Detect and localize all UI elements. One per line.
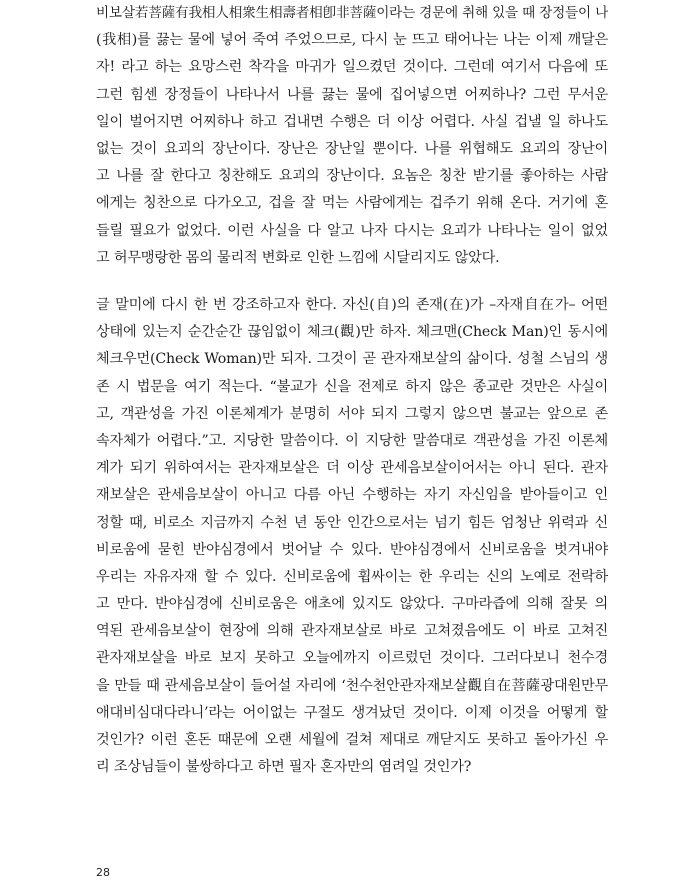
page-number: 28 bbox=[96, 866, 110, 879]
text-line: 비보살若菩薩有我相人相衆生相壽者相卽非菩薩이라는 경문에 취해 있을 때 장정들이 나 bbox=[96, 5, 608, 21]
text-line: 역된 관세음보살이 현장에 의해 관자재보살로 바로 고쳐졌음에도 이 바로 고쳐진 bbox=[96, 623, 608, 640]
text-line: 고, 객관성을 가진 이론체계가 분명히 서야 되지 그렇지 않으면 불교는 앞으로 존 bbox=[96, 405, 608, 422]
text-line: 존 시 법문을 여기 적는다. “불교가 신을 전제로 하지 않은 종교란 것만은 사실이 bbox=[96, 378, 608, 395]
body-paragraph bbox=[96, 0, 608, 272]
text-line: 계가 되기 위하여서는 관자재보살은 더 이상 관세음보살이어서는 아니 된다. 관자 bbox=[96, 460, 608, 477]
text-line: 애대비심대다라니’라는 어이없는 구절도 생겨났던 것이다. 이제 이것을 어떻게 할 bbox=[96, 704, 608, 721]
text-line: 고 만다. 반야심경에 신비로움은 애초에 있지도 않았다. 구마라즙에 의해 잘못 의 bbox=[96, 596, 608, 613]
text-line: 비로움에 묻힌 반야심경에서 벗어날 수 있다. 반야심경에서 신비로움을 벗겨내야 bbox=[96, 541, 608, 558]
text-line: 우리는 자유자재 할 수 있다. 신비로움에 휩싸이는 한 우리는 신의 노예로 전락하 bbox=[96, 568, 608, 585]
text-line: 들릴 필요가 없었다. 이런 사실을 다 알고 나자 다시는 요괴가 나타나는 일이 없었 bbox=[96, 222, 608, 239]
text-line: 에게는 칭찬으로 다가오고, 겁을 잘 먹는 사람에게는 겁주기 위해 온다. 거기에 혼 bbox=[96, 195, 608, 212]
text-line: 일이 벌어지면 어찌하나 하고 겁내면 수행은 더 이상 어렵다. 사실 겁낼 일 하나도 bbox=[96, 113, 608, 130]
text-line: 속자체가 어렵다.”고. 지당한 말씀이다. 이 지당한 말씀대로 객관성을 가진 이론체 bbox=[96, 432, 608, 449]
body-paragraph bbox=[96, 292, 608, 781]
text-line: 관자재보살을 바로 보지 못하고 오늘에까지 이르렀던 것이다. 그러다보니 천수경 bbox=[96, 650, 608, 667]
text-line: 고 허무맹랑한 몸의 물리적 변화로 인한 느낌에 시달리지도 않았다. bbox=[96, 249, 500, 266]
text-line: 리 조상님들이 불쌍하다고 하면 필자 혼자만의 염려일 것인가? bbox=[96, 759, 472, 776]
text-line: 그런 힘센 장정들이 나타나서 나를 끓는 물에 집어넣으면 어찌하나? 그런 무서운 bbox=[96, 86, 608, 103]
text-line: 고 나를 잘 한다고 칭찬해도 요괴의 장난이다. 요놈은 칭찬 받기를 좋아하는 사람 bbox=[96, 168, 608, 185]
text-line: 것인가? 이런 혼돈 때문에 오랜 세월에 걸쳐 제대로 깨닫지도 못하고 돌아가신 우 bbox=[96, 732, 608, 748]
text-line: 상태에 있는지 순간순간 끊임없이 체크(觀)만 하자. 체크맨(Check Man)인 동시에 bbox=[96, 324, 608, 341]
text-line: 체크우먼(Check Woman)만 되자. 그것이 곧 관자재보살의 삶이다. 성철 스님의 생 bbox=[96, 351, 608, 368]
text-line: 정할 때, 비로소 지금까지 수천 년 동안 인간으로서는 넘기 힘든 엄청난 위력과 신 bbox=[96, 514, 608, 531]
text-line: (我相)를 끓는 물에 넣어 죽여 주었으므로, 다시 눈 뜨고 태어나는 나는 이제 깨달은 bbox=[96, 32, 608, 49]
text-line: 자! 라고 하는 요망스런 착각을 마귀가 일으켰던 것이다. 그런데 여기서 다음에 또 bbox=[96, 59, 608, 76]
text-line: 글 말미에 다시 한 번 강조하고자 한다. 자신(自)의 존재(在)가 –자재自在가– 어떤 bbox=[96, 297, 608, 313]
text-line: 없는 것이 요괴의 장난이다. 장난은 장난일 뿐이다. 나를 위협해도 요괴의 장난이 bbox=[96, 140, 608, 157]
text-line: 재보살은 관세음보살이 아니고 다름 아닌 수행하는 자기 자신임을 받아들이고 인 bbox=[96, 487, 608, 504]
text-line: 을 만들 때 관세음보살이 들어설 자리에 ‘천수천안관자재보살觀自在菩薩광대원만무 bbox=[96, 677, 608, 694]
